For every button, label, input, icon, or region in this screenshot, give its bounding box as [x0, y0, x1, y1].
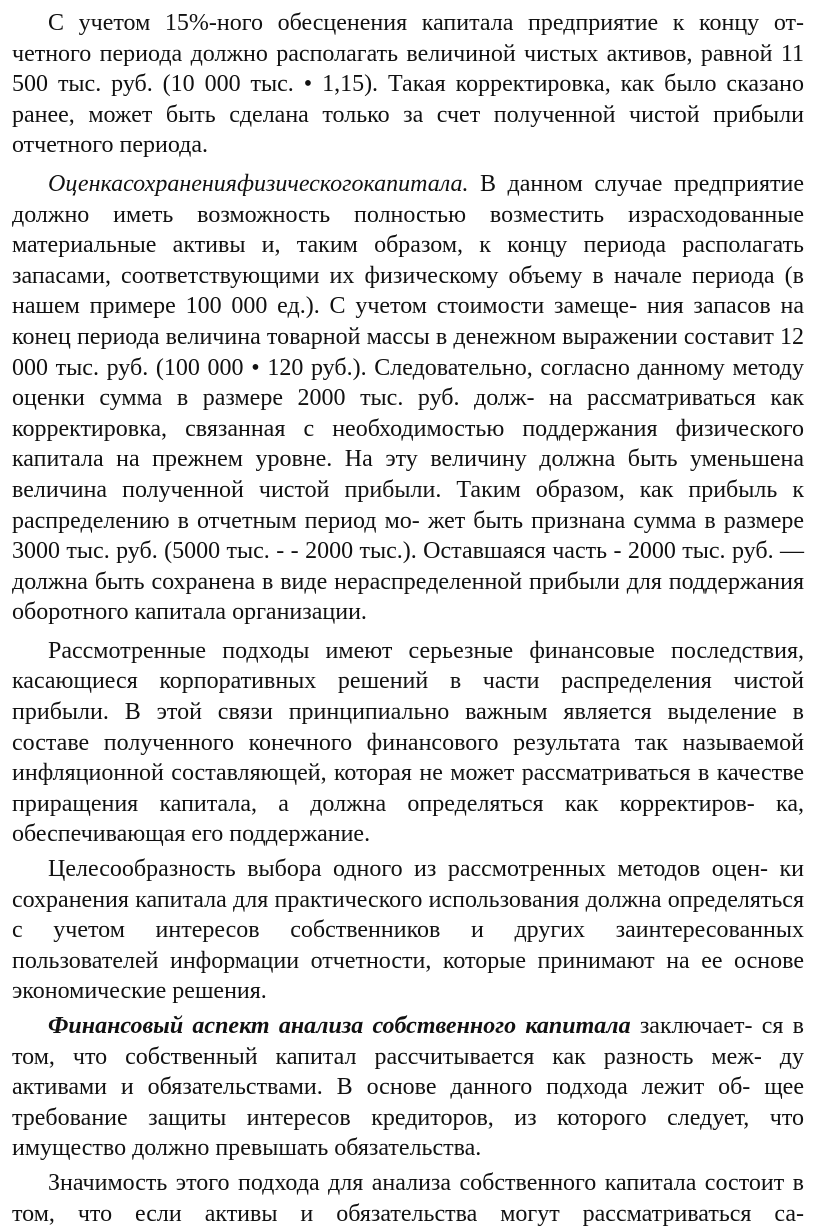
paragraph-approaches-consequences: Рассмотренные подходы имеют серьезные финансовые последствия, касающиеся корпоративных решений в части распределения чистой прибыли. В этой связи принципиально важным является выделение в составе полученного конечного финансового результата так называемой инфляционной составляющей, которая не может рассматриваться в качестве приращения капитала, а должна определяться как корректиров- ка, обеспечивающая его поддержание.	[12, 637, 804, 848]
paragraph-financial-aspect	[12, 1011, 804, 1164]
paragraph-body: В данном случае предприятие должно иметь возможность полностью возместить израсходованные материальные активы и, таким образом, к концу периода располагать запасами, соответствующими их физическому объему в начале периода (в нашем примере 100 000 ед.). С учетом стоимости замеще- ния запасов на конец периода величина товарной массы в денежном выражении составит 12 000 тыс. руб. (100 000 • 120 руб.). Следовательно, согласно данному методу оценки сумма в размере 2000 тыс. руб. долж- на рассматриваться как корректировка, связанная с необходимостью поддержания физического капитала на прежнем уровне. На эту величину должна быть уменьшена величина полученной чистой прибыли. Таким образом, как прибыль к распределению в отчетным период мо- жет быть признана сумма в размере 3000 тыс. руб. (5000 тыс. - - 2000 тыс.). Оставшаяся часть - 2000 тыс. руб. — должна быть сохранена в виде нераспределенной прибыли для поддержания оборотного капитала организации.	[12, 170, 804, 626]
paragraph-capital-depreciation: С учетом 15%-ного обесценения капитала предприятие к концу отчетного периода должно располагать величиной чистых активов, равной 11 500 тыс. руб. (10 000 тыс. • 1,15). Такая корректировка, как было сказано ранее, может быть сделана только за счет полученной чистой прибыли отчетного периода.	[12, 10, 804, 159]
paragraph-lead-italic: Оценкасохраненияфизическогокапитала.	[48, 170, 469, 197]
paragraph-physical-capital	[12, 169, 804, 628]
paragraph-method-choice: Целесообразность выбора одного из рассмотренных методов оцен- ки сохранения капитала для практического использования должна определяться с учетом интересов собственников и других заинтересованных пользователей информации отчетности, которые принимают на ее основе экономические решения.	[12, 856, 804, 1005]
document-page	[12, 8, 804, 1229]
paragraph-significance: Значимость этого подхода для анализа собственного капитала состоит в том, что если активы и обязательства могут рассматриваться са-	[12, 1169, 804, 1227]
paragraph-lead-bold-italic: Финансовый аспект анализа собственного капитала	[48, 1013, 631, 1039]
paragraph-body: заключает- ся в том, что собственный капитал рассчитывается как разность меж- ду активами и обязательствами. В основе данного подхода лежит об- щее требование защиты интересов кредиторов, из которого следует, что имущество должно превышать обязательства.	[12, 1013, 804, 1162]
